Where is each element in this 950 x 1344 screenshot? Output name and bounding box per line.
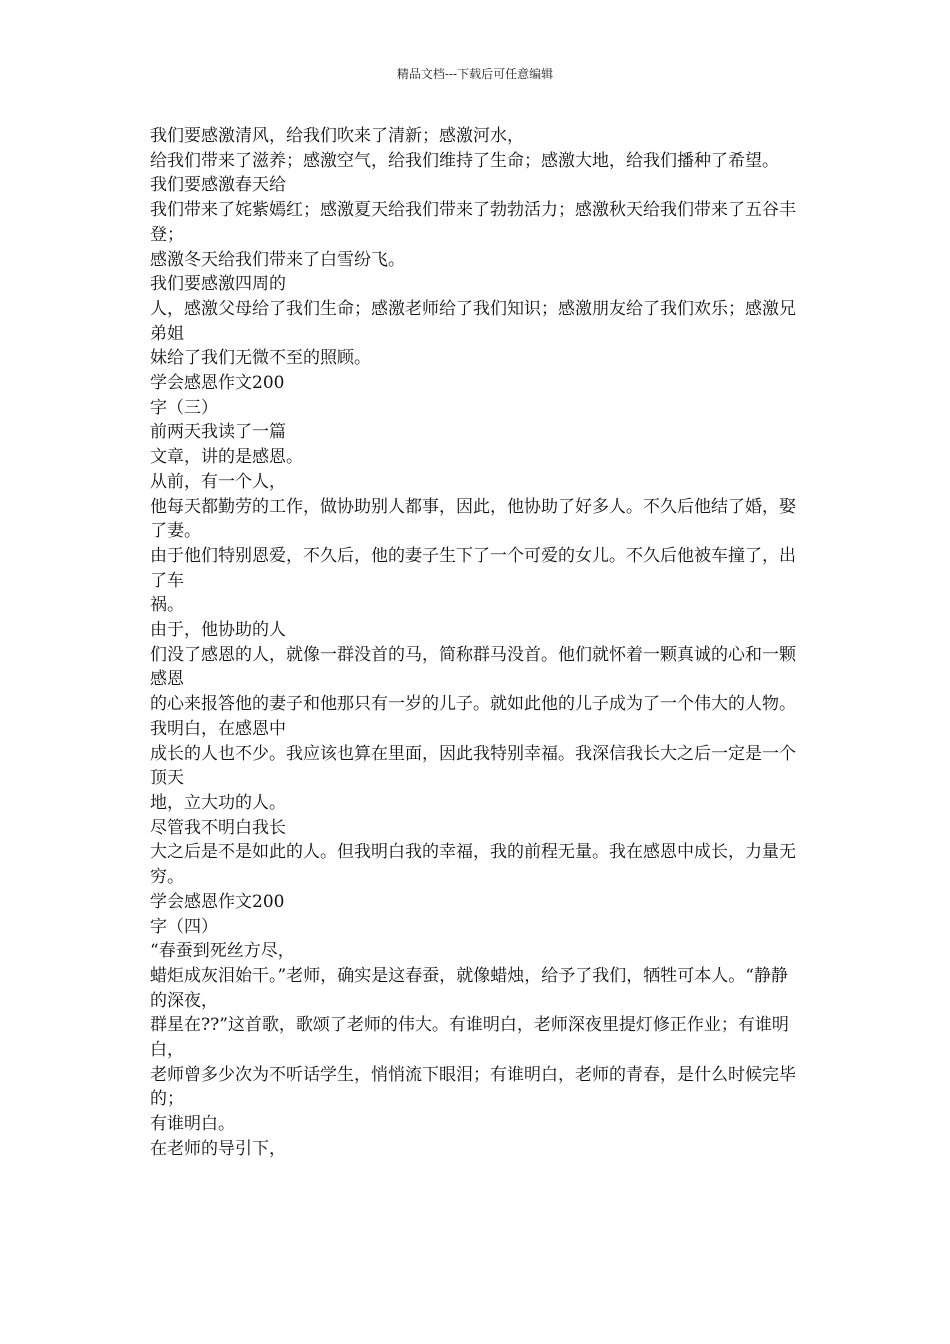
text-line: 人，感激父母给了我们生命；感激老师给了我们知识；感激朋友给了我们欢乐；感激兄弟姐 bbox=[150, 298, 796, 344]
text-line: “春蚕到死丝方尽， bbox=[150, 941, 295, 962]
text-line: 老师曾多少次为不听话学生，悄悄流下眼泪；有谁明白，老师的青春，是什么时候完毕的； bbox=[150, 1064, 796, 1110]
text-line: 感激冬天给我们带来了白雪纷飞。 bbox=[150, 249, 405, 270]
text-line: 文章，讲的是感恩。 bbox=[150, 447, 303, 468]
text-line: 祸。 bbox=[150, 595, 184, 616]
text-line: 有谁明白。 bbox=[150, 1114, 235, 1135]
page-header: 精品文档---下载后可任意编辑 bbox=[396, 67, 554, 81]
text-line: 我们要感激清风，给我们吹来了清新；感激河水， bbox=[150, 126, 524, 146]
text-line: 学会感恩作文200 bbox=[150, 373, 285, 394]
text-line: 学会感恩作文200 bbox=[150, 891, 285, 912]
text-line: 地，立大功的人。 bbox=[150, 792, 286, 813]
document-body bbox=[150, 124, 798, 1162]
text-line: 我们要感激四周的 bbox=[150, 274, 286, 295]
text-line: 大之后是不是如此的人。但我明白我的幸福，我的前程无量。我在感恩中成长，力量无穷。 bbox=[150, 842, 796, 888]
text-line: 字（四） bbox=[150, 916, 218, 937]
text-line: 由于，他协助的人 bbox=[150, 620, 286, 641]
text-line: 他每天都勤劳的工作，做协助别人都事，因此，他协助了好多人。不久后他结了婚，娶了妻。 bbox=[150, 496, 796, 542]
text-line: 的心来报答他的妻子和他那只有一岁的儿子。就如此他的儿子成为了一个伟大的人物。 bbox=[150, 694, 796, 715]
text-line: 我们带来了姹紫嫣红；感激夏天给我们带来了勃勃活力；感激秋天给我们带来了五谷丰登； bbox=[150, 200, 796, 245]
text-line: 尽管我不明白我长 bbox=[150, 817, 286, 838]
text-line: 妹给了我们无微不至的照顾。 bbox=[150, 348, 371, 369]
text-line: 群星在??”这首歌，歌颂了老师的伟大。有谁明白，老师深夜里提灯修正作业；有谁明白， bbox=[150, 1015, 789, 1061]
text-line: 我们要感激春天给 bbox=[150, 175, 286, 196]
text-line: 从前，有一个人， bbox=[150, 471, 286, 492]
text-line: 成长的人也不少。我应该也算在里面，因此我特别幸福。我深信我长大之后一定是一个顶天 bbox=[150, 743, 796, 789]
text-line: 由于他们特别恩爱，不久后，他的妻子生下了一个可爱的女儿。不久后他被车撞了，出了车 bbox=[150, 545, 796, 591]
text-line: 我明白，在感恩中 bbox=[150, 718, 286, 739]
text-line: 们没了感恩的人，就像一群没首的马，简称群马没首。他们就怀着一颗真诚的心和一颗感恩 bbox=[150, 644, 796, 690]
text-line: 在老师的导引下， bbox=[150, 1138, 286, 1159]
text-line: 给我们带来了滋养；感激空气，给我们维持了生命；感激大地，给我们播种了希望。 bbox=[150, 150, 779, 171]
text-line: 字（三） bbox=[150, 397, 218, 418]
text-line: 蜡炬成灰泪始干。”老师，确实是这春蚕，就像蜡烛，给予了我们，牺牲可本人。“静静的深夜， bbox=[150, 965, 788, 1011]
text-line: 前两天我读了一篇 bbox=[150, 422, 286, 443]
